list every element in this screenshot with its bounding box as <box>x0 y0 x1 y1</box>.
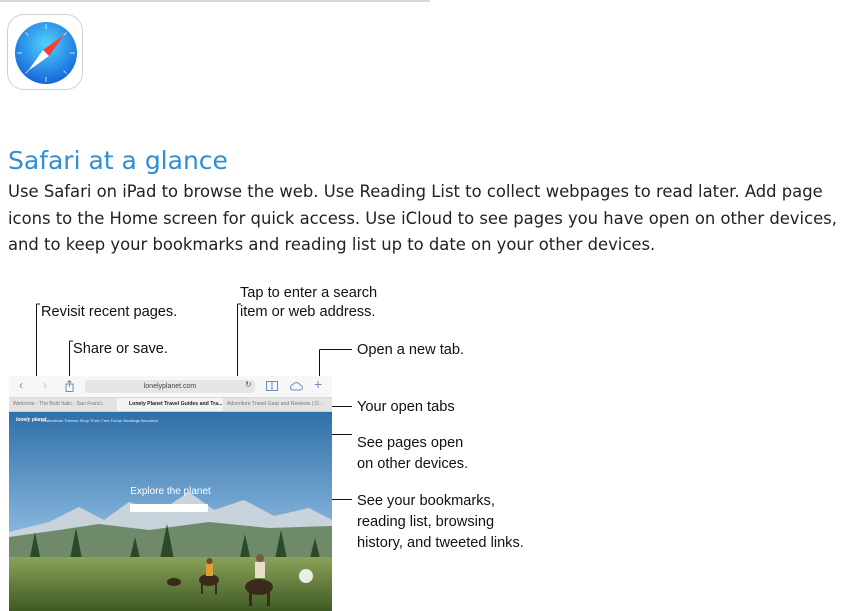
site-search-input[interactable] <box>130 504 208 512</box>
callout-bookmarks-line2: reading list, browsing <box>357 514 495 530</box>
intro-paragraph: Use Safari on iPad to browse the web. Use Reading List to collect webpages to read later. Add page icons to the Home screen for quick access. Use iCloud to see pages you have open on other devices, and to keep your bookmarks and reading list up to date on your other devices. <box>8 182 837 254</box>
chevron-right-icon[interactable]: › <box>43 378 47 392</box>
callout-new-tab: Open a new tab. <box>357 342 465 358</box>
callout-bookmarks-line1: See your bookmarks, <box>357 493 495 509</box>
page-title: Safari at a glance <box>8 146 228 175</box>
cloud-icon[interactable] <box>289 381 303 391</box>
tab-item[interactable]: Welcome - The Bold Italic - San Franci... <box>13 401 106 407</box>
explore-headline: Explore the planet <box>130 486 211 497</box>
tab-item[interactable]: Adventure Travel Gear and Reviews | O... <box>227 401 323 407</box>
callout-share: Share or save. <box>73 341 168 357</box>
callout-search-line1: Tap to enter a search <box>240 285 378 301</box>
tab-item-active[interactable]: Lonely Planet Travel Guides and Tra... <box>117 398 223 411</box>
safari-toolbar <box>9 376 332 398</box>
callout-open-tabs: Your open tabs <box>357 399 455 415</box>
callout-bookmarks-line3: history, and tweeted links. <box>357 535 524 551</box>
chevron-left-icon[interactable]: ‹ <box>19 378 23 392</box>
reload-icon[interactable]: ↻ <box>245 380 252 389</box>
site-nav[interactable]: Destinations Themes Shop Thorn Tree Forum Bookings Insurance <box>41 418 159 423</box>
site-logo[interactable]: lonely planet <box>16 417 47 423</box>
plus-icon[interactable]: + <box>314 376 323 392</box>
callout-icloud-line2: on other devices. <box>357 456 469 472</box>
callout-recent-pages: Revisit recent pages. <box>41 304 178 320</box>
tab-bar <box>9 398 332 412</box>
share-icon[interactable] <box>65 380 74 392</box>
safari-screenshot <box>9 376 332 611</box>
web-content <box>9 412 332 611</box>
address-bar[interactable]: lonelyplanet.com <box>85 380 255 393</box>
callout-icloud-line1: See pages open <box>357 435 464 451</box>
book-icon[interactable] <box>266 381 278 391</box>
callout-search-line2: item or web address. <box>240 304 376 320</box>
